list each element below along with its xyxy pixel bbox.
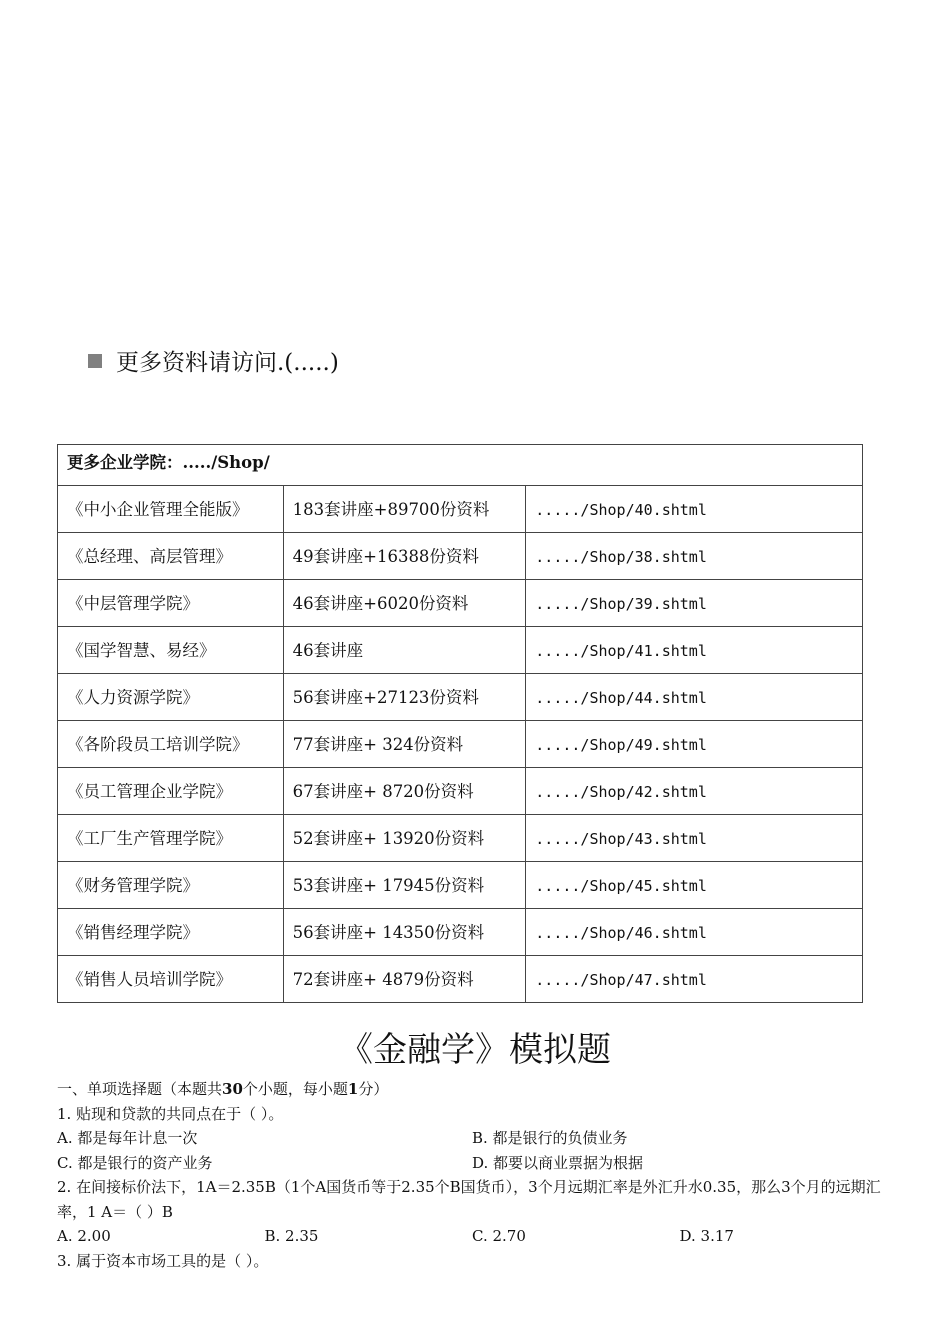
option-a: A. 都是每年计息一次	[57, 1129, 198, 1147]
table-row	[58, 533, 863, 580]
option-c: C. 2.70	[472, 1227, 526, 1245]
academy-link[interactable]: ...../Shop/40.shtml	[526, 486, 863, 533]
option-b: B. 2.35	[264, 1227, 319, 1245]
section-heading-prefix: 一、单项选择题（本题共	[57, 1080, 223, 1098]
option-d: D. 3.17	[679, 1227, 734, 1245]
question-3-stem: 3. 属于资本市场工具的是（ ）。	[57, 1251, 269, 1270]
academy-content: 46套讲座+6020份资料	[283, 580, 526, 627]
section-heading-mid: 个小题，每小题	[242, 1080, 348, 1098]
academy-name: 《中层管理学院》	[58, 580, 284, 627]
table-row	[58, 580, 863, 627]
table-row	[58, 862, 863, 909]
square-bullet-icon	[88, 354, 102, 368]
table-row	[58, 721, 863, 768]
academy-name: 《各阶段员工培训学院》	[58, 721, 284, 768]
catalog-table	[57, 444, 863, 1003]
academy-content: 183套讲座+89700份资料	[283, 486, 526, 533]
exam-title: 《金融学》模拟题	[339, 1030, 611, 1070]
academy-link[interactable]: ...../Shop/45.shtml	[526, 862, 863, 909]
question-1-stem: 1. 贴现和贷款的共同点在于（ ）。	[57, 1104, 284, 1123]
table-header-row	[58, 445, 863, 486]
academy-content: 56套讲座+ 14350份资料	[283, 909, 526, 956]
academy-link[interactable]: ...../Shop/43.shtml	[526, 815, 863, 862]
academy-content: 72套讲座+ 4879份资料	[283, 956, 526, 1003]
notice-text: 更多资料请访问.(.....)	[116, 350, 339, 376]
table-row	[58, 627, 863, 674]
table-row	[58, 956, 863, 1003]
section-heading	[57, 1077, 887, 1102]
table-row	[58, 768, 863, 815]
catalog-header: 更多企业学院：...../Shop/	[58, 445, 863, 486]
academy-content: 49套讲座+16388份资料	[283, 533, 526, 580]
academy-content: 77套讲座+ 324份资料	[283, 721, 526, 768]
academy-name: 《销售经理学院》	[58, 909, 284, 956]
academy-content: 56套讲座+27123份资料	[283, 674, 526, 721]
academy-content: 53套讲座+ 17945份资料	[283, 862, 526, 909]
question-2-stem: 2. 在间接标价法下，1A＝2.35B（1个A国货币等于2.35个B国货币），3个月远期汇率是外汇升水0.35，那么3个月的远期汇率，1 A＝（ ）B	[57, 1178, 881, 1221]
academy-link[interactable]: ...../Shop/39.shtml	[526, 580, 863, 627]
academy-name: 《工厂生产管理学院》	[58, 815, 284, 862]
option-c: C. 都是银行的资产业务	[57, 1153, 213, 1172]
table-row	[58, 486, 863, 533]
academy-link[interactable]: ...../Shop/41.shtml	[526, 627, 863, 674]
academy-name: 《中小企业管理全能版》	[58, 486, 284, 533]
academy-link[interactable]: ...../Shop/44.shtml	[526, 674, 863, 721]
academy-link[interactable]: ...../Shop/42.shtml	[526, 768, 863, 815]
academy-name: 《员工管理企业学院》	[58, 768, 284, 815]
table-row	[58, 674, 863, 721]
question-area	[57, 1077, 887, 1273]
academy-content: 67套讲座+ 8720份资料	[283, 768, 526, 815]
academy-link[interactable]: ...../Shop/49.shtml	[526, 721, 863, 768]
academy-link[interactable]: ...../Shop/47.shtml	[526, 956, 863, 1003]
academy-name: 《人力资源学院》	[58, 674, 284, 721]
section-heading-suffix: 分）	[358, 1080, 389, 1098]
table-row	[58, 909, 863, 956]
academy-name: 《销售人员培训学院》	[58, 956, 284, 1003]
option-a: A. 2.00	[57, 1227, 111, 1245]
table-row	[58, 815, 863, 862]
academy-content: 46套讲座	[283, 627, 526, 674]
option-b: B. 都是银行的负债业务	[472, 1129, 628, 1147]
question-count: 30	[222, 1080, 243, 1098]
notice	[88, 344, 339, 377]
academy-content: 52套讲座+ 13920份资料	[283, 815, 526, 862]
academy-link[interactable]: ...../Shop/38.shtml	[526, 533, 863, 580]
question-1-options-row-2	[57, 1151, 887, 1176]
question-1-options-row-1	[57, 1126, 887, 1151]
academy-name: 《财务管理学院》	[58, 862, 284, 909]
option-d: D. 都要以商业票据为根据	[472, 1153, 644, 1172]
academy-link[interactable]: ...../Shop/46.shtml	[526, 909, 863, 956]
academy-name: 《国学智慧、易经》	[58, 627, 284, 674]
academy-name: 《总经理、高层管理》	[58, 533, 284, 580]
question-score: 1	[347, 1080, 359, 1098]
question-2-options	[57, 1224, 887, 1249]
